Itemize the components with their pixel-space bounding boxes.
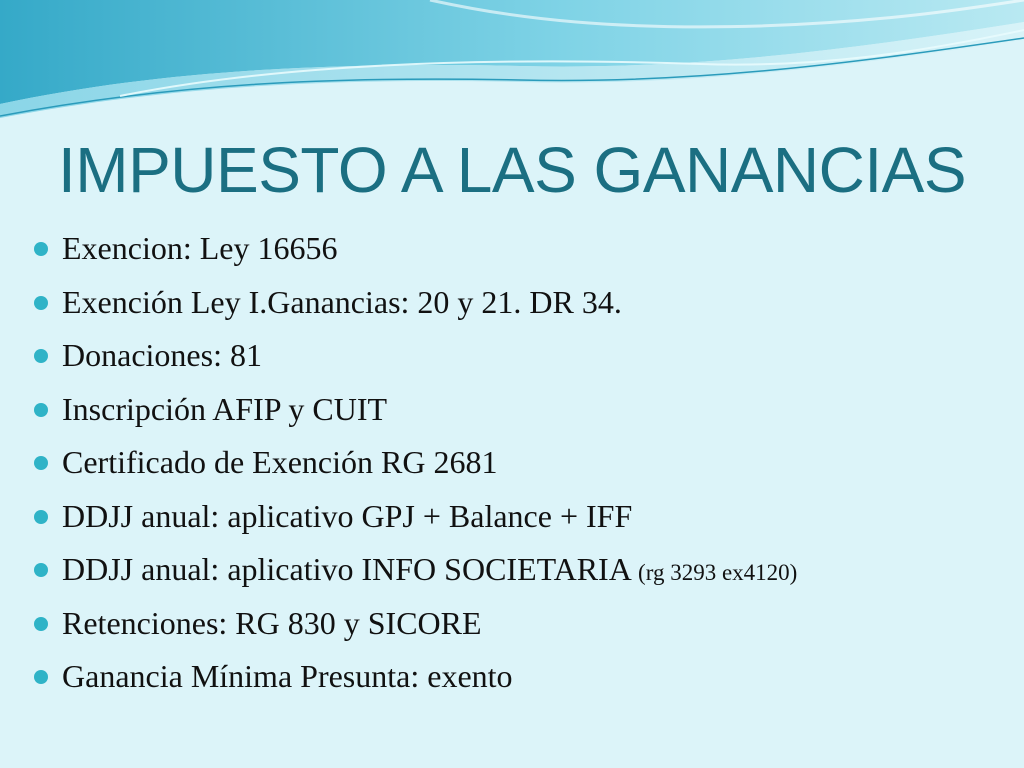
- bullet-ddjj-info-societaria: [30, 543, 1010, 597]
- bullet-ddjj-gpj: [30, 490, 1010, 544]
- bullet-dot-icon: [34, 456, 48, 470]
- bullet-dot-icon: [34, 296, 48, 310]
- bullet-retenciones: [30, 597, 1010, 651]
- bullet-text: DDJJ anual: aplicativo INFO SOCIETARIA: [62, 551, 639, 587]
- slide-title: IMPUESTO A LAS GANANCIAS: [58, 134, 966, 206]
- bullet-note: (rg 3293 ex4120): [638, 560, 798, 585]
- bullet-dot-icon: [34, 670, 48, 684]
- bullet-dot-icon: [34, 403, 48, 417]
- bullet-text: Certificado de Exención RG 2681: [62, 444, 498, 480]
- bullet-dot-icon: [34, 510, 48, 524]
- bullet-text: Donaciones: 81: [62, 337, 262, 373]
- bullet-text: Exencion: Ley 16656: [62, 230, 338, 266]
- bullet-list: [30, 222, 1010, 704]
- bullet-text: DDJJ anual: aplicativo GPJ + Balance + IFF: [62, 497, 633, 534]
- bullet-text: Ganancia Mínima Presunta: exento: [62, 658, 513, 694]
- header-wave-decoration: [0, 0, 1024, 130]
- bullet-inscripcion: [30, 383, 1010, 437]
- bullet-dot-icon: [34, 242, 48, 256]
- bullet-text: Exención Ley I.Ganancias: 20 y 21. DR 34.: [62, 283, 622, 320]
- bullet-dot-icon: [34, 617, 48, 631]
- bullet-text: Inscripción AFIP y CUIT: [62, 390, 388, 427]
- bullet-certificado: [30, 436, 1010, 490]
- bullet-exencion-ley-ganancias: [30, 276, 1010, 330]
- bullet-exencion-ley: [30, 222, 1010, 276]
- bullet-text: Retenciones: RG 830 y SICORE: [62, 604, 482, 641]
- bullet-ganancia-minima: [30, 650, 1010, 704]
- bullet-donaciones: [30, 329, 1010, 383]
- bullet-dot-icon: [34, 349, 48, 363]
- bullet-dot-icon: [34, 563, 48, 577]
